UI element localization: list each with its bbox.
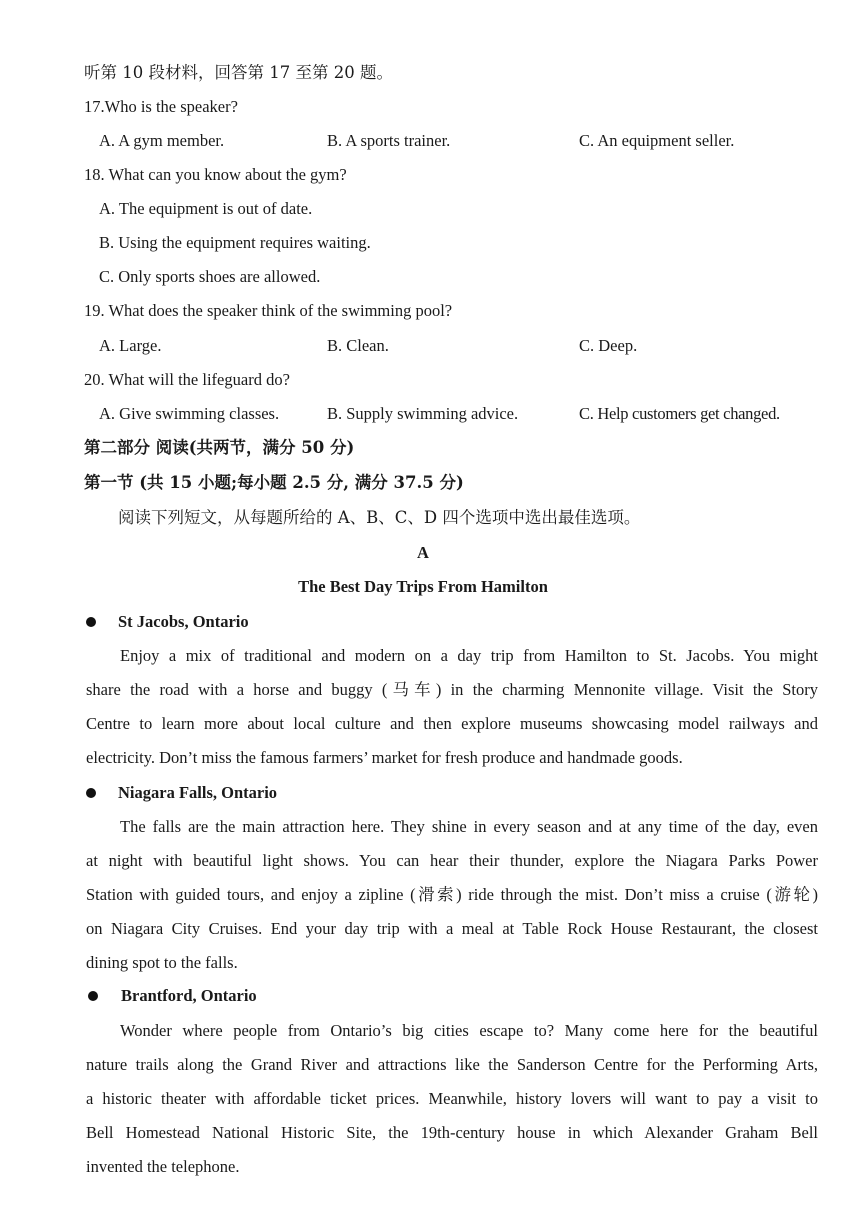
paragraph-line: share the road with a horse and buggy (马车) in the charming Mennonite village. Visit the Story (86, 680, 818, 699)
q20-option-c: C. Help customers get changed. (579, 404, 780, 423)
paragraph-line: Bell Homestead National Historic Site, the 19th-century house in which Alexander Graham Bell (86, 1123, 818, 1142)
paragraph-line: Wonder where people from Ontario’s big cities escape to? Many come here for the beautiful (120, 1021, 818, 1040)
question-18: 18. What can you know about the gym? (84, 165, 347, 184)
q19-option-a: A. Large. (99, 336, 162, 355)
q19-option-b: B. Clean. (327, 336, 389, 355)
q17-option-c: C. An equipment seller. (579, 131, 735, 150)
paragraph-line: Station with guided tours, and enjoy a zipline (滑索) ride through the mist. Don’t miss a cruise (游轮) (86, 885, 818, 904)
paragraph-line: invented the telephone. (86, 1157, 240, 1176)
q17-option-b: B. A sports trainer. (327, 131, 451, 150)
question-19: 19. What does the speaker think of the swimming pool? (84, 301, 453, 320)
passage-letter: A (417, 543, 429, 562)
instruction: 阅读下列短文，从每题所给的 A、B、C、D 四个选项中选出最佳选项。 (118, 508, 641, 527)
paragraph-line: dining spot to the falls. (86, 953, 238, 972)
paragraph-line: Centre to learn more about local culture and then explore museums showcasing model railways and (86, 714, 818, 733)
q18-option-c: C. Only sports shoes are allowed. (99, 267, 321, 286)
paragraph-line: electricity. Don’t miss the famous farmers’ market for fresh produce and handmade goods. (86, 748, 683, 767)
listening-intro: 听第 10 段材料，回答第 17 至第 20 题。 (84, 63, 393, 82)
q20-option-a: A. Give swimming classes. (99, 404, 280, 423)
paragraph-line: Enjoy a mix of traditional and modern on a day trip from Hamilton to St. Jacobs. You might (120, 646, 818, 665)
q20-option-b: B. Supply swimming advice. (327, 404, 519, 423)
paragraph-line: nature trails along the Grand River and attractions like the Sanderson Centre for the Performing Arts, (86, 1055, 818, 1074)
bullet-icon (86, 617, 96, 627)
place-heading-brantford: Brantford, Ontario (121, 986, 257, 1005)
q18-option-a: A. The equipment is out of date. (99, 199, 313, 218)
q19-option-c: C. Deep. (579, 336, 638, 355)
bullet-icon (88, 991, 98, 1001)
q17-option-a: A. A gym member. (99, 131, 225, 150)
question-20: 20. What will the lifeguard do? (84, 370, 290, 389)
part-title: 第二部分 阅读(共两节，满分 50 分) (84, 438, 355, 457)
bullet-icon (86, 788, 96, 798)
section-title: 第一节 (共 15 小题;每小题 2.5 分, 满分 37.5 分) (84, 473, 464, 492)
place-heading-st-jacobs: St Jacobs, Ontario (118, 612, 249, 631)
paragraph-line: on Niagara City Cruises. End your day trip with a meal at Table Rock House Restaurant, the closest (86, 919, 818, 938)
paragraph-line: a historic theater with affordable ticket prices. Meanwhile, history lovers will want to pay a visit to (86, 1089, 818, 1108)
question-17: 17.Who is the speaker? (84, 97, 238, 116)
place-heading-niagara-falls: Niagara Falls, Ontario (118, 783, 278, 802)
q18-option-b: B. Using the equipment requires waiting. (99, 233, 371, 252)
paragraph-line: at night with beautiful light shows. You can hear their thunder, explore the Niagara Parks Power (86, 851, 818, 870)
paragraph-line: The falls are the main attraction here. They shine in every season and at any time of the day, even (120, 817, 818, 836)
passage-title: The Best Day Trips From Hamilton (298, 577, 548, 596)
